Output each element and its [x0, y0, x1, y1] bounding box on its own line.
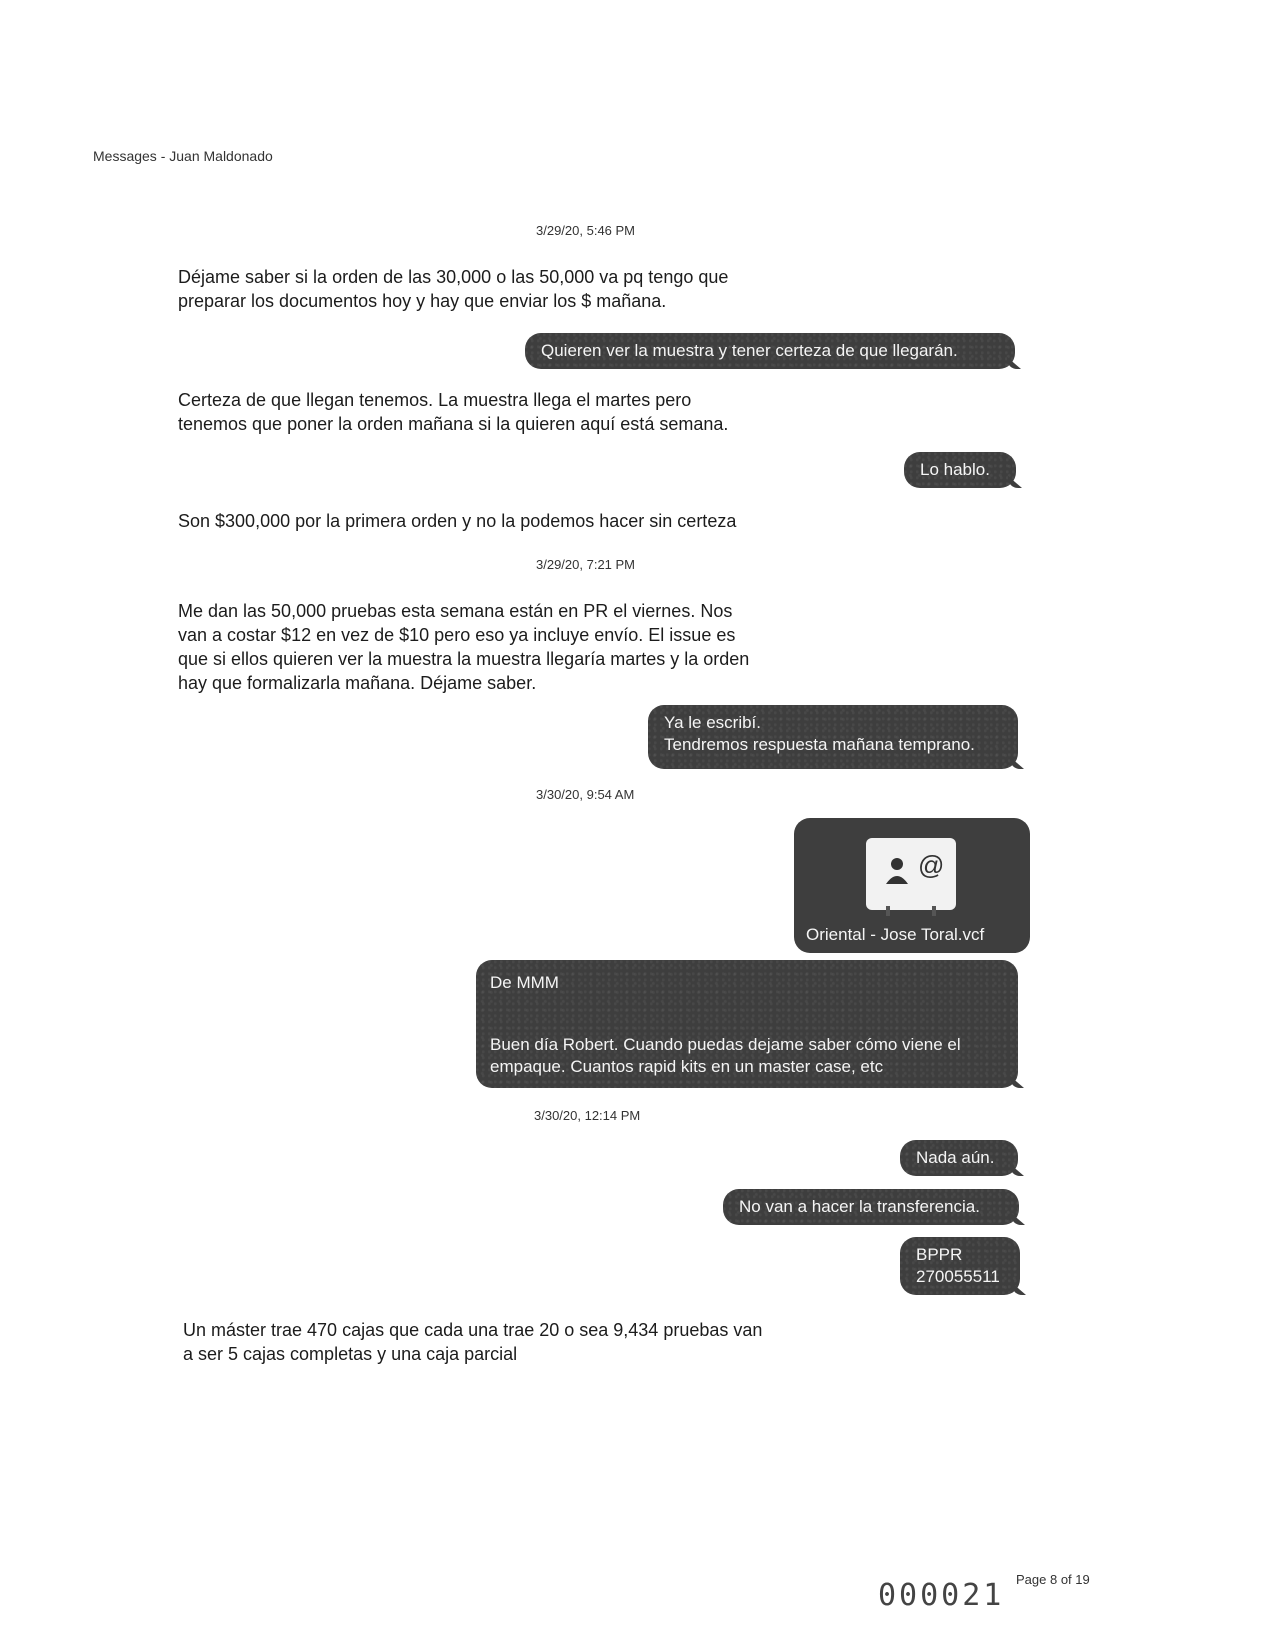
attachment-filename: Oriental - Jose Toral.vcf	[806, 925, 985, 944]
outgoing-bubble	[476, 960, 1018, 1088]
outgoing-bubble	[900, 1237, 1020, 1295]
timestamp: 3/29/20, 5:46 PM	[536, 223, 636, 238]
pin-icon	[886, 906, 890, 916]
bubble-tail	[1007, 357, 1021, 369]
incoming-message	[178, 599, 749, 695]
outgoing-bubble	[904, 452, 1016, 488]
message-line: a ser 5 cajas completas y una caja parcial	[183, 1344, 518, 1364]
outgoing-bubble	[723, 1189, 1019, 1225]
message-line: Me dan las 50,000 pruebas esta semana están en PR el viernes. Nos	[178, 601, 733, 621]
message-line: Un máster trae 470 cajas que cada una trae 20 o sea 9,434 pruebas van	[183, 1320, 763, 1340]
message-line: Buen día Robert. Cuando puedas dejame saber cómo viene el	[490, 1035, 961, 1054]
message-text: Lo hablo.	[920, 460, 990, 479]
message-line: empaque. Cuantos rapid kits en un master case, etc	[490, 1057, 884, 1076]
bates-number: 000021	[878, 1578, 1005, 1613]
at-sign-icon: @	[918, 850, 945, 880]
message-line: Ya le escribí.	[664, 713, 762, 732]
timestamp: 3/30/20, 9:54 AM	[536, 787, 635, 802]
message-line: Déjame saber si la orden de las 30,000 o las 50,000 va pq tengo que	[178, 267, 729, 287]
message-line: tenemos que poner la orden mañana si la quieren aquí está semana.	[178, 414, 729, 434]
bubble-tail	[1011, 1213, 1025, 1225]
incoming-message	[178, 388, 728, 436]
outgoing-bubble	[648, 705, 1018, 769]
conversation-title: Messages - Juan Maldonado	[93, 148, 273, 164]
message-line: Certeza de que llegan tenemos. La muestra llega el martes pero	[178, 390, 692, 410]
message-blank-line	[490, 994, 1004, 1034]
contact-attachment[interactable]	[794, 818, 1030, 953]
incoming-message	[183, 1318, 762, 1366]
person-icon	[886, 856, 908, 886]
bubble-tail	[1010, 1164, 1024, 1176]
page-number: Page 8 of 19	[1016, 1572, 1090, 1587]
message-line: preparar los documentos hoy y hay que enviar los $ mañana.	[178, 291, 667, 311]
bubble-tail	[1012, 1283, 1026, 1295]
bubble-tail	[1010, 757, 1024, 769]
contact-card-icon	[866, 838, 956, 910]
timestamp: 3/30/20, 12:14 PM	[534, 1108, 641, 1123]
message-line: 270055511	[916, 1267, 1000, 1286]
message-line: De MMM	[490, 973, 559, 992]
message-text: Nada aún.	[916, 1148, 995, 1167]
outgoing-bubble	[525, 333, 1015, 369]
message-line: Son $300,000 por la primera orden y no la podemos hacer sin certeza	[178, 511, 737, 531]
message-text: No van a hacer la transferencia.	[739, 1197, 980, 1216]
message-line: Tendremos respuesta mañana temprano.	[664, 735, 975, 754]
message-line: BPPR	[916, 1245, 963, 1264]
message-line: van a costar $12 en vez de $10 pero eso ya incluye envío. El issue es	[178, 625, 736, 645]
timestamp: 3/29/20, 7:21 PM	[536, 557, 636, 572]
bubble-tail	[1008, 476, 1022, 488]
bubble-tail	[1010, 1076, 1024, 1088]
message-text: Quieren ver la muestra y tener certeza de que llegarán.	[541, 341, 958, 360]
pin-icon	[932, 906, 936, 916]
incoming-message	[178, 509, 736, 533]
message-line: que si ellos quieren ver la muestra la muestra llegaría martes y la orden	[178, 649, 750, 669]
incoming-message	[178, 265, 728, 313]
message-line: hay que formalizarla mañana. Déjame saber.	[178, 673, 537, 693]
outgoing-bubble	[900, 1140, 1018, 1176]
